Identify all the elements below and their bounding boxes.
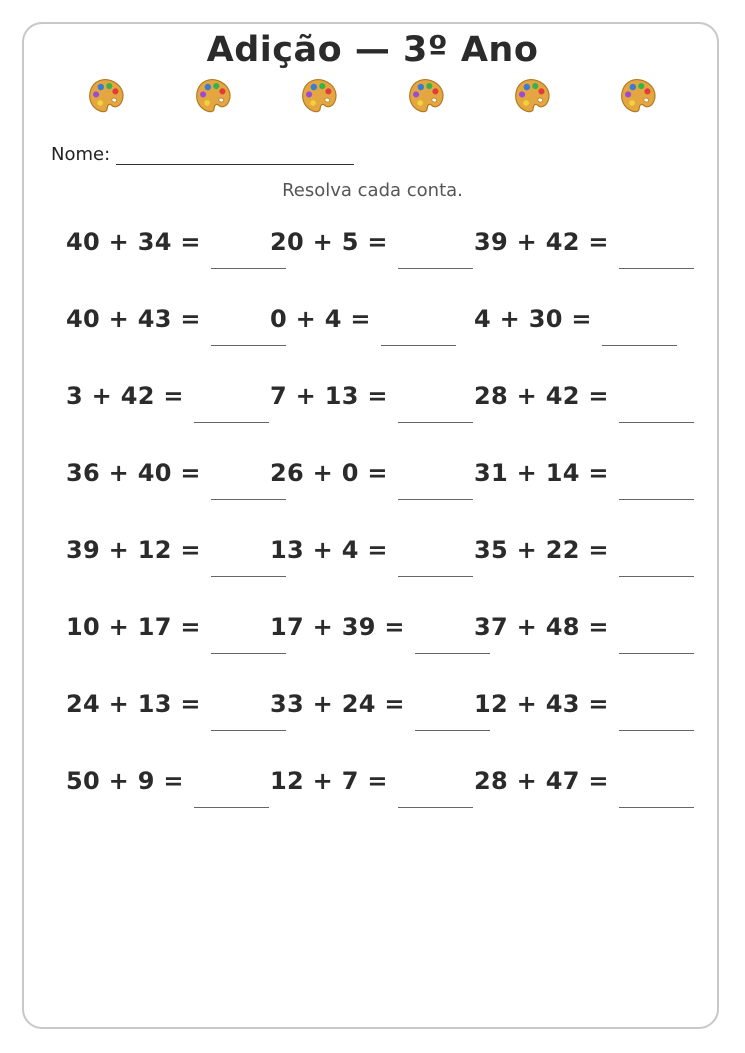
- answer-blank[interactable]: [398, 576, 473, 577]
- answer-blank[interactable]: [211, 730, 286, 731]
- addition-problem: 39 + 12 =: [66, 536, 201, 564]
- answer-blank[interactable]: [415, 730, 490, 731]
- answer-blank[interactable]: [211, 653, 286, 654]
- answer-blank[interactable]: [619, 807, 694, 808]
- palette-icon: [513, 76, 551, 114]
- addition-problem: 24 + 13 =: [66, 690, 201, 718]
- addition-problem: 12 + 43 =: [474, 690, 609, 718]
- answer-blank[interactable]: [619, 730, 694, 731]
- answer-blank[interactable]: [398, 268, 473, 269]
- answer-blank[interactable]: [381, 345, 456, 346]
- palette-icon-row: [0, 76, 745, 116]
- answer-blank[interactable]: [211, 268, 286, 269]
- addition-problem: 17 + 39 =: [270, 613, 405, 641]
- answer-blank[interactable]: [398, 422, 473, 423]
- addition-problem: 50 + 9 =: [66, 767, 184, 795]
- addition-problem: 12 + 7 =: [270, 767, 388, 795]
- name-field: [51, 144, 354, 165]
- worksheet-border: [22, 22, 719, 1029]
- name-input-line[interactable]: [116, 146, 354, 165]
- addition-problem: 39 + 42 =: [474, 228, 609, 256]
- addition-problem: 36 + 40 =: [66, 459, 201, 487]
- palette-icon: [87, 76, 125, 114]
- addition-problem: 40 + 43 =: [66, 305, 201, 333]
- addition-problem: 13 + 4 =: [270, 536, 388, 564]
- addition-problem: 3 + 42 =: [66, 382, 184, 410]
- answer-blank[interactable]: [194, 422, 269, 423]
- addition-problem: 7 + 13 =: [270, 382, 388, 410]
- palette-icon: [194, 76, 232, 114]
- name-label: Nome:: [51, 144, 111, 165]
- addition-problem: 37 + 48 =: [474, 613, 609, 641]
- answer-blank[interactable]: [619, 653, 694, 654]
- answer-blank[interactable]: [619, 268, 694, 269]
- addition-problem: 10 + 17 =: [66, 613, 201, 641]
- answer-blank[interactable]: [619, 422, 694, 423]
- answer-blank[interactable]: [602, 345, 677, 346]
- addition-problem: 40 + 34 =: [66, 228, 201, 256]
- answer-blank[interactable]: [398, 807, 473, 808]
- answer-blank[interactable]: [398, 499, 473, 500]
- addition-problem: 0 + 4 =: [270, 305, 371, 333]
- answer-blank[interactable]: [619, 576, 694, 577]
- addition-problem: 20 + 5 =: [270, 228, 388, 256]
- instructions: Resolva cada conta.: [282, 180, 463, 201]
- addition-problem: 31 + 14 =: [474, 459, 609, 487]
- answer-blank[interactable]: [211, 499, 286, 500]
- answer-blank[interactable]: [619, 499, 694, 500]
- answer-blank[interactable]: [194, 807, 269, 808]
- answer-blank[interactable]: [211, 576, 286, 577]
- addition-problem: 35 + 22 =: [474, 536, 609, 564]
- addition-problem: 26 + 0 =: [270, 459, 388, 487]
- addition-problem: 4 + 30 =: [474, 305, 592, 333]
- addition-problem: 28 + 47 =: [474, 767, 609, 795]
- palette-icon: [619, 76, 657, 114]
- palette-icon: [407, 76, 445, 114]
- addition-problem: 33 + 24 =: [270, 690, 405, 718]
- answer-blank[interactable]: [415, 653, 490, 654]
- page-title: Adição — 3º Ano: [206, 30, 539, 70]
- palette-icon: [300, 76, 338, 114]
- answer-blank[interactable]: [211, 345, 286, 346]
- addition-problem: 28 + 42 =: [474, 382, 609, 410]
